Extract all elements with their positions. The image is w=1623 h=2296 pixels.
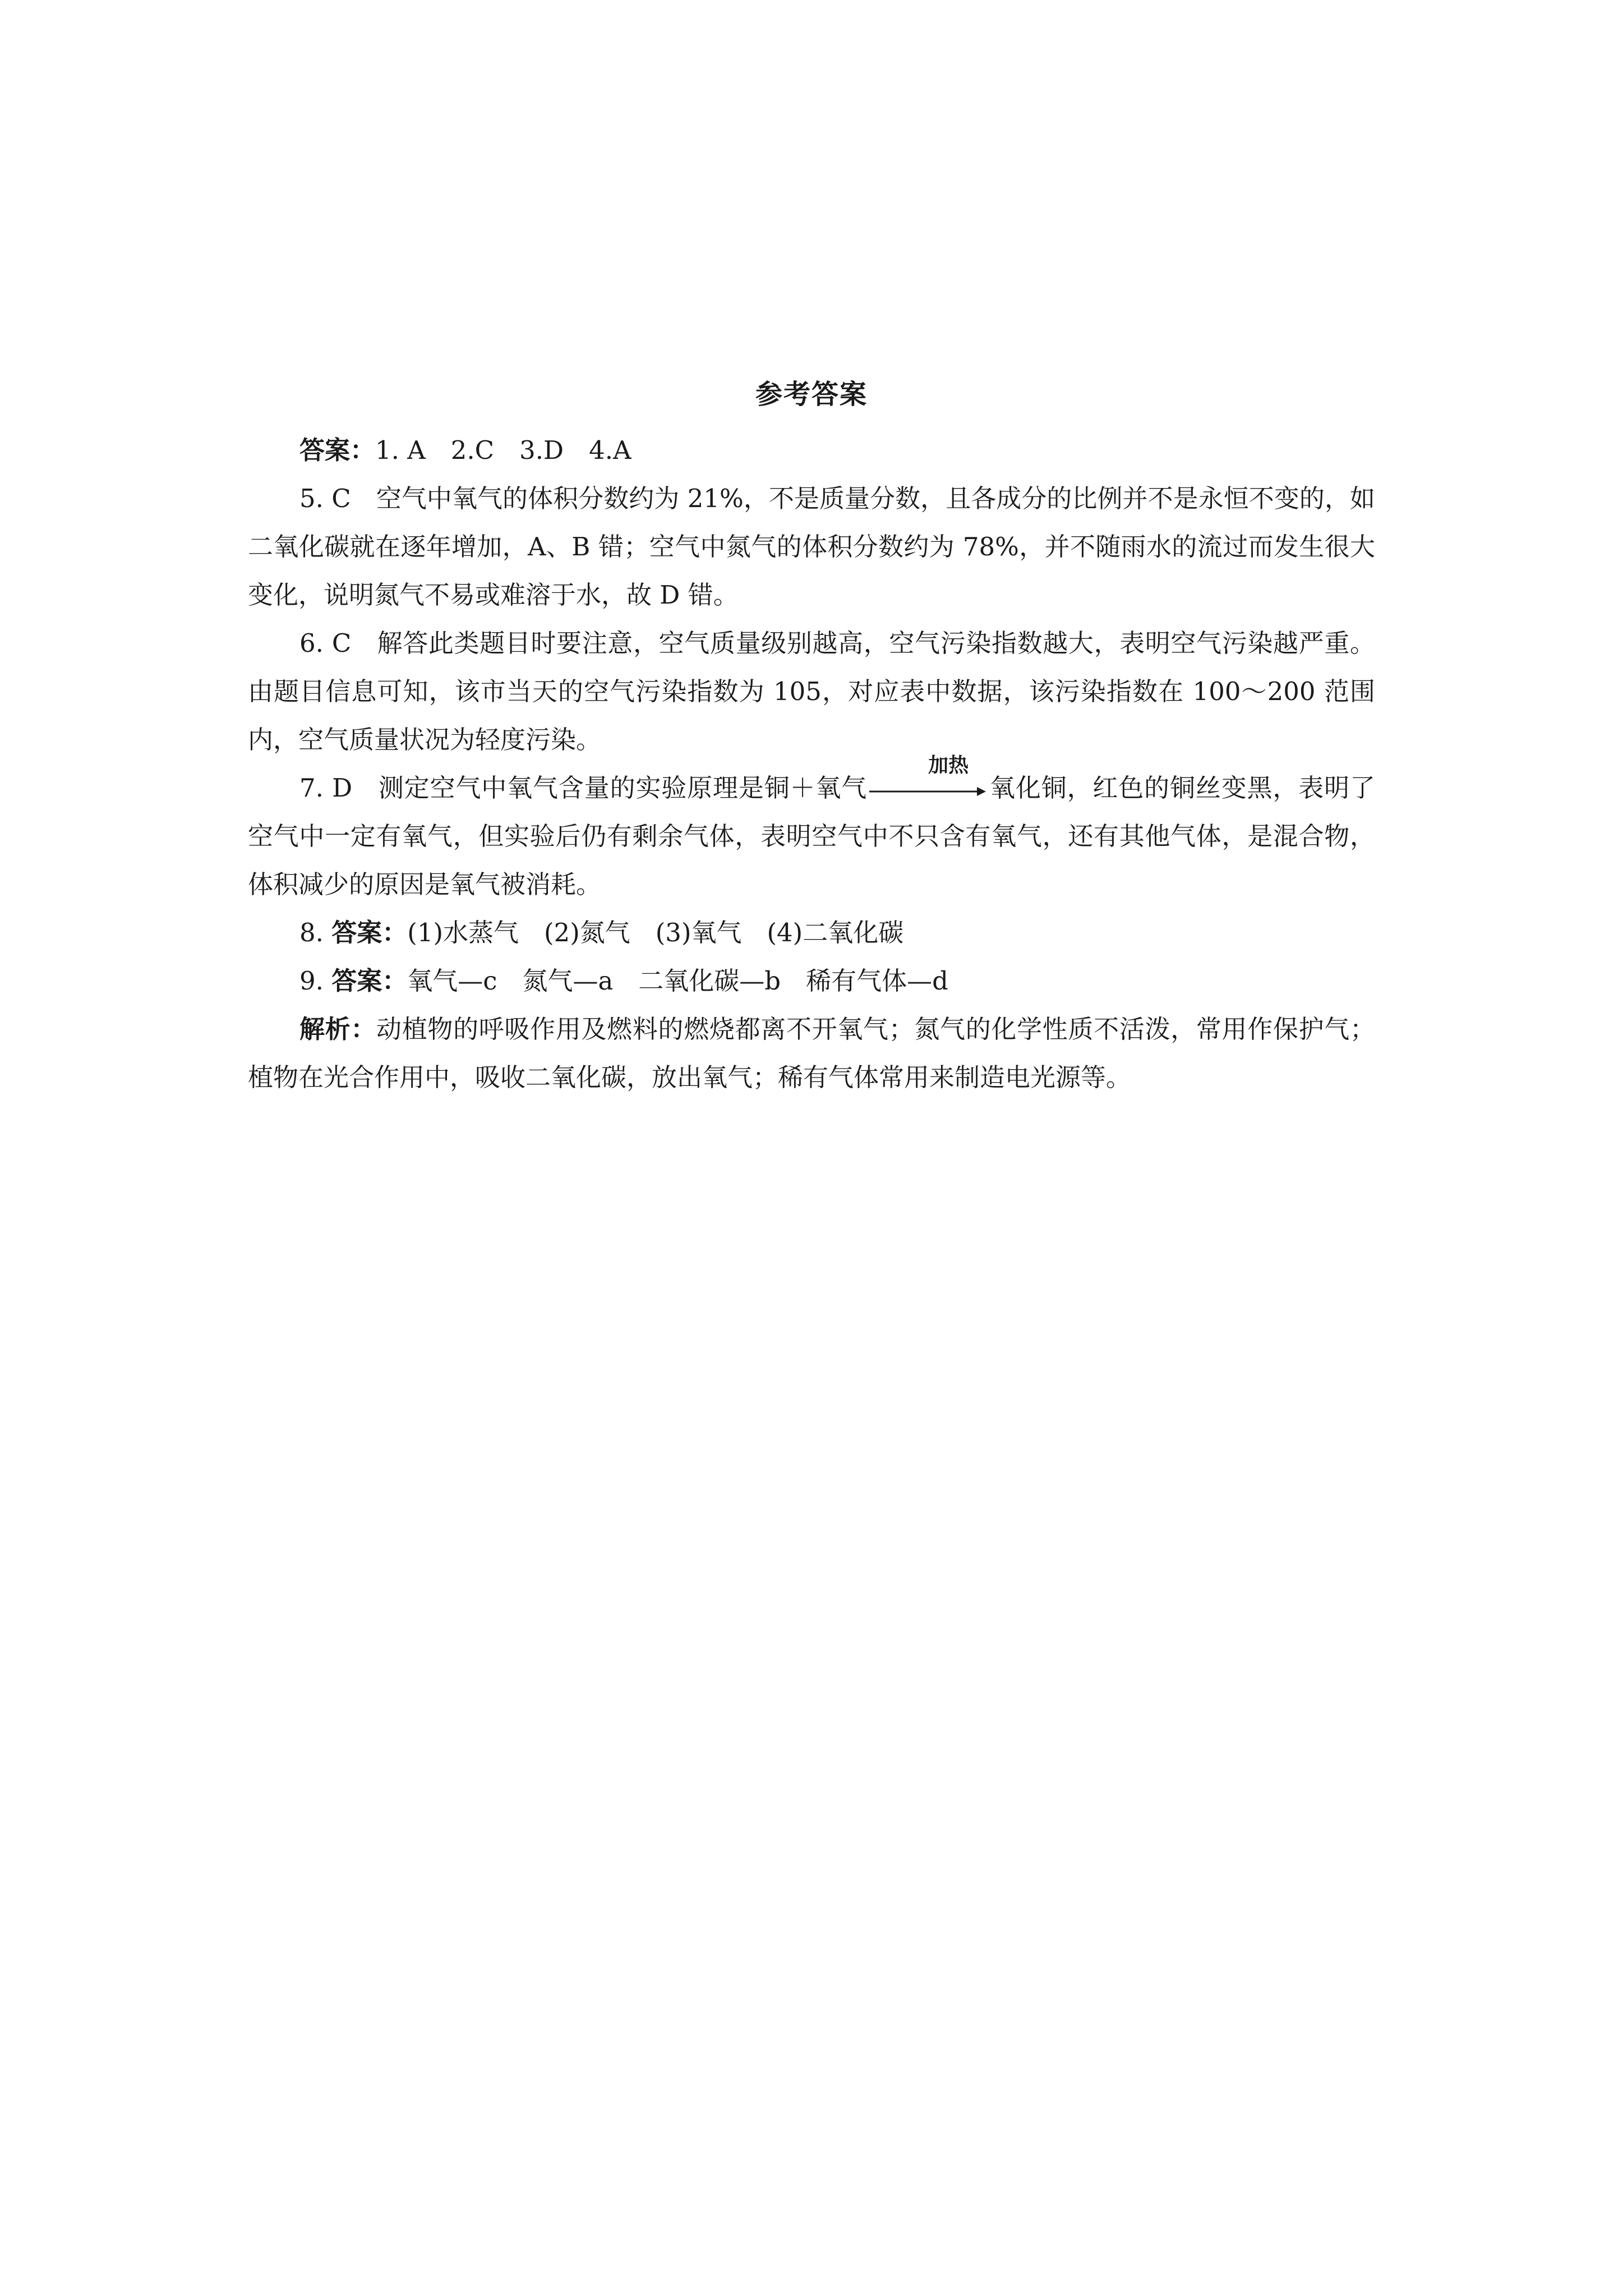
page-title: 参考答案 [755,379,868,410]
q7-text-after: 氧化铜，红色的铜丝变黑，表明了空气中一定有氧气，但实验后仍有剩余气体，表明空气中不只含有氧气，还有其他气体，是混合物，体积减少的原因是氧气被消耗。 [248,773,1375,899]
analysis-label: 解析： [299,1014,377,1044]
answer-body [248,426,1375,1102]
reaction-condition: 加热 [928,753,969,777]
q8-text: (1)水蒸气 (2)氮气 (3)氧气 (4)二氧化碳 [407,918,904,947]
answers-text: 1. A 2.C 3.D 4.A [375,435,631,465]
q5-explanation: 5. C 空气中氧气的体积分数约为 21%，不是质量分数，且各成分的比例并不是永恒不变的，如二氧化碳就在逐年增加，A、B 错；空气中氮气的体积分数约为 78%，并不随雨水的流过而发生很大变化，说明氮气不易或难溶于水，故 D 错。 [248,484,1375,610]
q9-label: 答案： [331,966,408,996]
q9-number: 9. [299,966,332,996]
reaction-arrow [869,753,987,802]
q8-label: 答案： [331,918,408,947]
answers-label: 答案： [299,435,376,465]
answers-line [248,426,1375,475]
q8-number: 8. [299,918,332,947]
q7-explanation [248,753,1375,909]
q8-answer [248,909,1375,957]
q6-explanation: 6. C 解答此类题目时要注意，空气质量级别越高，空气污染指数越大，表明空气污染越严重。由题目信息可知，该市当天的空气污染指数为 105，对应表中数据，该污染指数在 100～200 范围内，空气质量状况为轻度污染。 [248,628,1375,754]
q9-text: 氧气—c 氮气—a 二氧化碳—b 稀有气体—d [407,966,948,996]
analysis [248,1005,1375,1102]
right-arrow-icon [869,786,987,797]
q7-text-before: 7. D 测定空气中氧气含量的实验原理是铜＋氧气 [299,773,868,803]
analysis-text: 动植物的呼吸作用及燃料的燃烧都离不开氧气；氮气的化学性质不活泼，常用作保护气；植物在光合作用中，吸收二氧化碳，放出氧气；稀有气体常用来制造电光源等。 [248,1014,1375,1092]
q9-answer [248,957,1375,1005]
